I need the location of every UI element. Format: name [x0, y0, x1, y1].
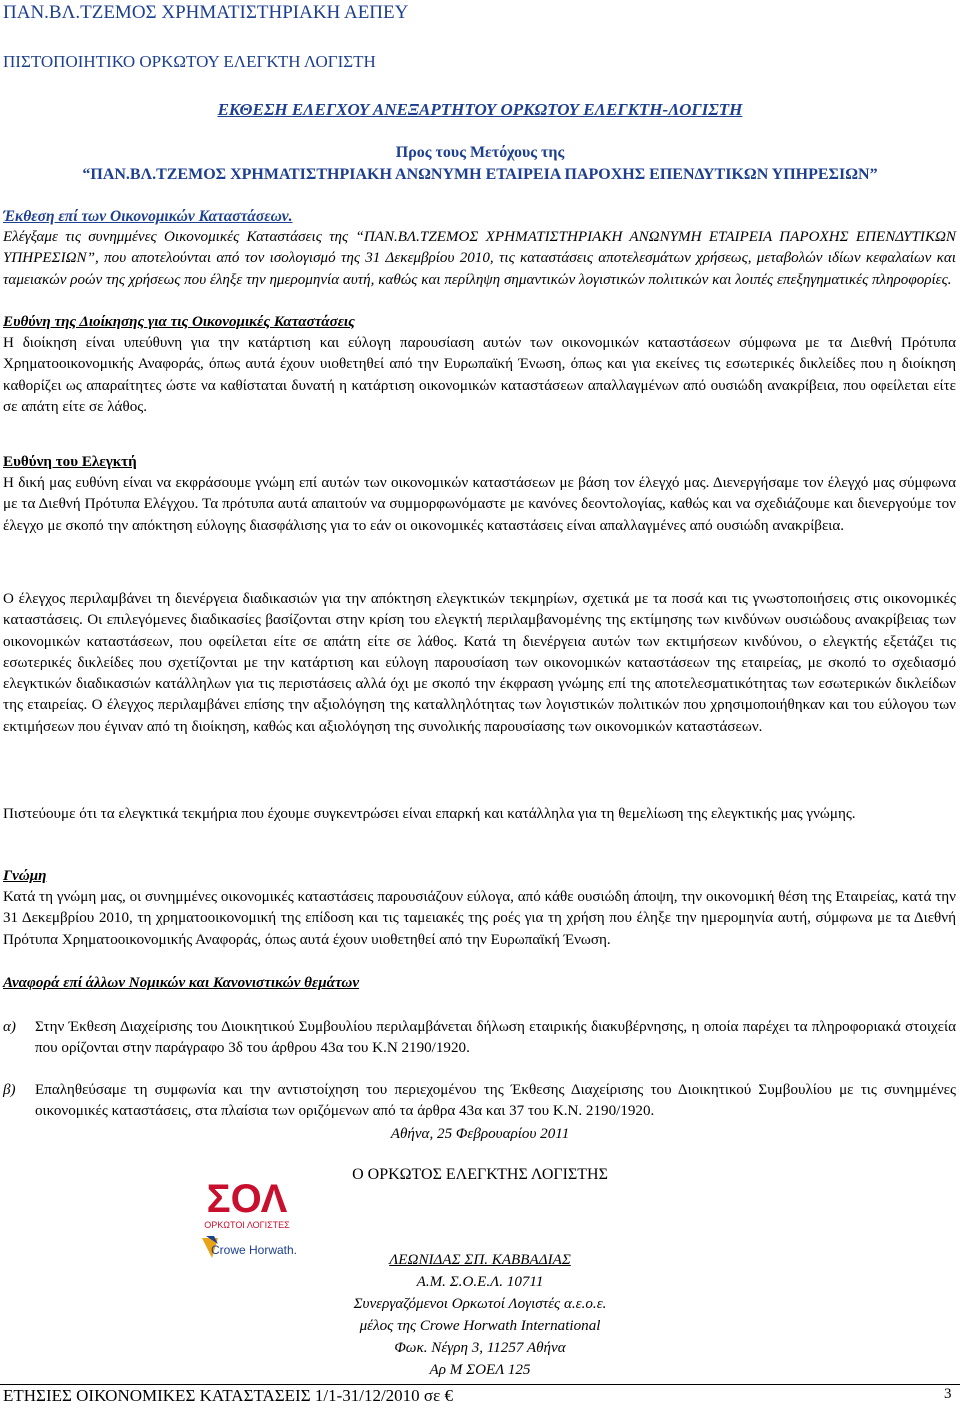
item-a-text: Στην Έκθεση Διαχείρισης του Διοικητικού Συμβουλίου περιλαμβάνεται δήλωση εταιρικής διακυβέρνησης, η οποία παρέχει τα πληροφοριακά στοιχεία που ορίζονται στην παράγραφο 3δ του άρθρου 43α του Κ.Ν 2190/1920.	[35, 1019, 956, 1057]
item-b-text: Επαληθεύσαμε τη συμφωνία και την αντιστοίχηση του περιεχομένου της Έκθεσης Διαχείρισης του Διοικητικού Συμβουλίου με τις συνημμένες οικονομικές καταστάσεις, στα πλαίσια των οριζόμενων από τα άρθρα 43α και 37 του Κ.Ν. 2190/1920.	[35, 1082, 956, 1120]
firm-reg-no: Αρ Μ ΣΟΕΛ 125	[429, 1362, 531, 1378]
addressee-line-1: Προς τους Μετόχους της	[395, 144, 565, 161]
other-matters-heading: Αναφορά επί άλλων Νομικών και Κανονιστικών θεμάτων	[3, 975, 360, 991]
section-heading-report: Έκθεση επί των Οικονομικών Καταστάσεων.	[3, 208, 293, 225]
auditor-paragraph: Η δική μας ευθύνη είναι να εκφράσουμε γνώμη επί αυτών των οικονομικών καταστάσεων με βάση τον έλεγχό μας. Διενεργήσαμε τον έλεγχό μας σύμφωνα με τα Διεθνή Πρότυπα Ελέγχου. Τα πρότυπα αυτά απαιτούν να συμμορφωνόμαστε με κανόνες δεοντολογίας, καθώς και να σχεδιάζουμε και διενεργούμε τον έλεγχο με σκοπό την απόκτηση εύλογης διασφάλισης για το εάν οι οικονομικές καταστάσεις είναι απαλλαγμένες από ουσιώδη ανακρίβεια.	[3, 475, 956, 534]
auditor-role: Ο ΟΡΚΩΤΟΣ ΕΛΕΓΚΤΗΣ ΛΟΓΙΣΤΗΣ	[352, 1166, 608, 1183]
company-header: ΠΑΝ.ΒΛ.ΤΖΕΜΟΣ ΧΡΗΜΑΤΙΣΤΗΡΙΑΚΗ ΑΕΠΕΥ	[3, 2, 409, 23]
certificate-title: ΠΙΣΤΟΠΟΙΗΤΙΚΟ ΟΡΚΩΤΟΥ ΕΛΕΓΚΤΗ ΛΟΓΙΣΤΗ	[3, 52, 376, 71]
footer-text: ΕΤΗΣΙΕΣ ΟΙΚΟΝΟΜΙΚΕΣ ΚΑΤΑΣΤΑΣΕΙΣ 1/1-31/12/2010 σε €	[3, 1386, 453, 1405]
mgmt-heading: Ευθύνη της Διοίκησης για τις Οικονομικές Καταστάσεις	[3, 314, 355, 330]
auditor-heading: Ευθύνη του Ελεγκτή	[3, 454, 137, 470]
logo-wordmark: ΣΟΛ	[206, 1177, 288, 1221]
opinion-paragraph: Κατά τη γνώμη μας, οι συνημμένες οικονομικές καταστάσεις παρουσιάζουν εύλογα, από κάθε ουσιώδη άποψη, την οικονομική θέση της Εταιρείας, κατά την 31 Δεκεμβρίου 2010, τη χρηματοοικονομική της επίδοση και τις ταμειακές της ροές για τη χρήση που έληξε την ημερομηνία αυτή, σύμφωνα με τα Διεθνή Πρότυπα Χρηματοοικονομικής Αναφοράς, όπως αυτά έχουν υιοθετηθεί από την Ευρωπαϊκή Ένωση.	[3, 889, 956, 948]
firm-line-1: Συνεργαζόμενοι Ορκωτοί Λογιστές α.ε.ο.ε.	[353, 1296, 607, 1312]
opinion-heading: Γνώμη	[3, 868, 47, 884]
signatory-name: ΛΕΩΝΙΔΑΣ ΣΠ. ΚΑΒΒΑΔΙΑΣ	[389, 1252, 571, 1268]
logo-graphic	[192, 1176, 302, 1262]
logo-partner: Crowe Horwath.	[210, 1243, 298, 1257]
mgmt-paragraph: Η διοίκηση είναι υπεύθυνη για την κατάρτιση και εύλογη παρουσίαση αυτών των οικονομικών καταστάσεων σύμφωνα με τα Διεθνή Πρότυπα Χρηματοοικονομικής Αναφοράς, όπως αυτά έχουν υιοθετηθεί από την Ευρωπαϊκή Ένωση, όπως και για εκείνες τις εσωτερικές δικλείδες που η διοίκηση καθορίζει ως απαραίτητες ώστε να καθίσταται δυνατή η κατάρτιση οικονομικών καταστάσεων απαλλαγμένων από ουσιώδη ανακρίβεια, που οφείλεται είτε σε απάτη είτε σε λάθος.	[3, 335, 956, 415]
firm-line-2: μέλος της Crowe Horwath International	[359, 1318, 601, 1334]
date-place: Αθήνα, 25 Φεβρουαρίου 2011	[390, 1126, 570, 1142]
firm-address: Φωκ. Νέγρη 3, 11257 Αθήνα	[394, 1340, 566, 1356]
list-item-b	[3, 1080, 956, 1123]
signatory-reg-no: Α.Μ. Σ.Ο.Ε.Λ. 10711	[416, 1274, 544, 1290]
belief-paragraph: Πιστεύουμε ότι τα ελεγκτικά τεκμήρια που έχουμε συγκεντρώσει είναι επαρκή και κατάλληλα για τη θεμελίωση της ελεγκτικής μας γνώμης.	[3, 806, 856, 822]
page-number: 3	[944, 1386, 952, 1402]
intro-paragraph: Ελέγξαμε τις συνημμένες Οικονομικές Καταστάσεις της “ΠΑΝ.ΒΛ.ΤΖΕΜΟΣ ΧΡΗΜΑΤΙΣΤΗΡΙΑΚΗ ΑΝΩΝΥΜΗ ΕΤΑΙΡΕΙΑ ΠΑΡΟΧΗΣ ΕΠΕΝΔΥΤΙΚΩΝ ΥΠΗΡΕΣΙΩΝ”, που αποτελούνται από τον ισολογισμό της 31 Δεκεμβρίου 2010, τις καταστάσεις αποτελεσμάτων χρήσεως, μεταβολών ιδίων κεφαλαίων και ταμειακών ροών της χρήσεως που έληξε την ημερομηνία αυτή, καθώς και περίληψη σημαντικών λογιστικών πολιτικών και λοιπές επεξηγηματικές πληροφορίες.	[3, 229, 956, 288]
list-item-a	[3, 1017, 956, 1060]
item-a-label: α)	[3, 1019, 16, 1035]
footer-divider	[0, 1384, 960, 1385]
report-title: ΕΚΘΕΣΗ ΕΛΕΓΧΟΥ ΑΝΕΞΑΡΤΗΤΟΥ ΟΡΚΩΤΟΥ ΕΛΕΓΚΤΗ-ΛΟΓΙΣΤΗ	[217, 100, 743, 119]
sol-crowe-logo	[192, 1176, 302, 1262]
logo-subtitle: ΟΡΚΩΤΟΙ ΛΟΓΙΣΤΕΣ	[204, 1220, 290, 1230]
procedures-paragraph: Ο έλεγχος περιλαμβάνει τη διενέργεια διαδικασιών για την απόκτηση ελεγκτικών τεκμηρίων, σχετικά με τα ποσά και τις γνωστοποιήσεις στις οικονομικές καταστάσεις. Οι επιλεγόμενες διαδικασίες βασίζονται στην κρίση του ελεγκτή περιλαμβανομένης της εκτίμησης των κινδύνων ουσιώδους ανακρίβειας των οικονομικών καταστάσεων, που οφείλεται είτε σε απάτη είτε σε λάθος. Κατά τη διενέργεια αυτών των εκτιμήσεων κινδύνου, ο ελεγκτής εξετάζει τις εσωτερικές δικλείδες που σχετίζονται με την κατάρτιση και εύλογη παρουσίαση των οικονομικών καταστάσεων της εταιρείας, με σκοπό το σχεδιασμό ελεγκτικών διαδικασιών κατάλληλων για τις περιστάσεις αλλά όχι με σκοπό την έκφραση γνώμης επί της αποτελεσματικότητας των εσωτερικών δικλείδων της εταιρείας. Ο έλεγχος περιλαμβάνει επίσης την αξιολόγηση της καταλληλότητας των λογιστικών πολιτικών που χρησιμοποιήθηκαν και του εύλογου των εκτιμήσεων που έγιναν από τη διοίκηση, καθώς και αξιολόγηση της συνολικής παρουσίασης των οικονομικών καταστάσεων.	[3, 591, 956, 735]
item-b-label: β)	[3, 1082, 16, 1098]
addressee-line-2: “ΠΑΝ.ΒΛ.ΤΖΕΜΟΣ ΧΡΗΜΑΤΙΣΤΗΡΙΑΚΗ ΑΝΩΝΥΜΗ ΕΤΑΙΡΕΙΑ ΠΑΡΟΧΗΣ ΕΠΕΝΔΥΤΙΚΩΝ ΥΠΗΡΕΣΙΩΝ”	[82, 166, 878, 183]
